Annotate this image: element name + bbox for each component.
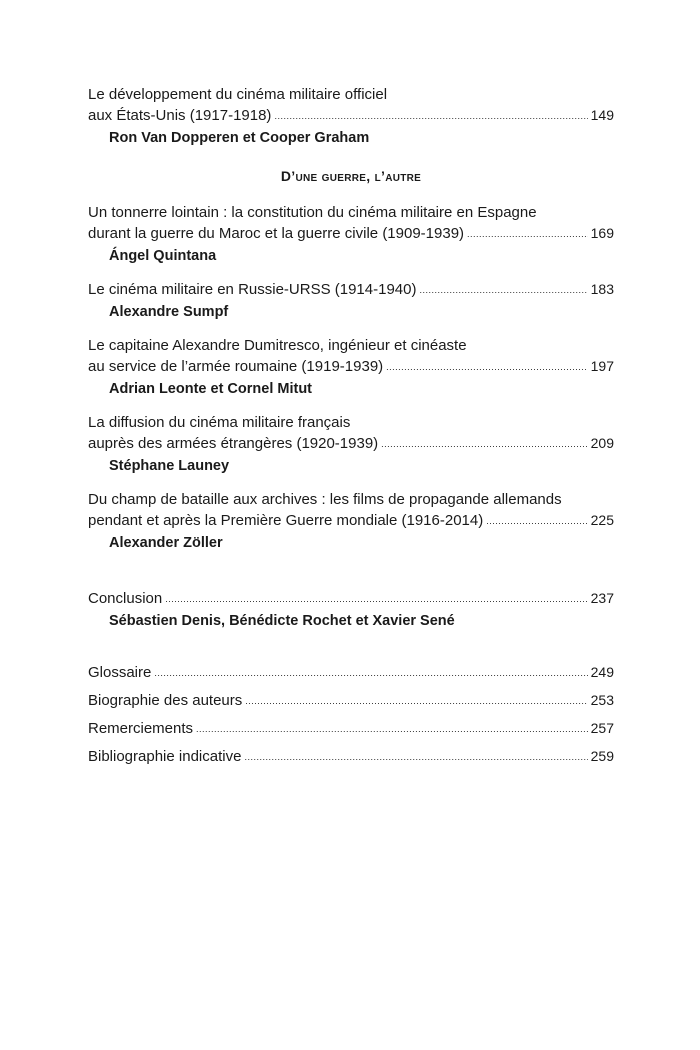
toc-entry-title: Un tonnerre lointain : la constitution du cinéma militaire en Espagne xyxy=(88,204,537,221)
page-number: 225 xyxy=(590,512,614,528)
dot-leader xyxy=(154,669,587,678)
toc-entry-title: Le capitaine Alexandre Dumitresco, ingénieur et cinéaste xyxy=(88,337,467,354)
toc-entry-title-line xyxy=(88,690,614,711)
toc-entry-title: Le cinéma militaire en Russie-URSS (1914-1940) xyxy=(88,281,417,298)
toc-entry-spain xyxy=(88,202,614,266)
toc-entry-title-line xyxy=(88,202,614,223)
dot-leader xyxy=(381,440,587,449)
toc-entry-russia xyxy=(88,279,614,322)
toc-entry-title: aux États-Unis (1917-1918) xyxy=(88,107,272,124)
spacer xyxy=(88,566,614,588)
toc-entry-author: Adrian Leonte et Cornel Mitut xyxy=(109,381,312,397)
toc-entry-biographie xyxy=(88,690,614,711)
toc-entry-title-line xyxy=(88,718,614,739)
page-number: 183 xyxy=(590,281,614,297)
toc-entry-title-line xyxy=(88,588,614,609)
toc-entry-author: Alexander Zöller xyxy=(109,535,223,551)
toc-entry-title: durant la guerre du Maroc et la guerre civile (1909-1939) xyxy=(88,225,465,242)
dot-leader xyxy=(274,112,587,121)
toc-entry-us xyxy=(88,84,614,148)
dot-leader xyxy=(467,230,588,239)
dot-leader xyxy=(165,595,587,604)
page-number: 209 xyxy=(590,435,614,451)
toc-entry-title-line xyxy=(88,223,614,244)
table-of-contents xyxy=(88,84,614,774)
toc-entry-title: auprès des armées étrangères (1920-1939) xyxy=(88,435,379,452)
toc-entry-title-line xyxy=(88,433,614,454)
toc-entry-title: Du champ de bataille aux archives : les films de propagande allemands xyxy=(88,491,562,508)
dot-leader xyxy=(419,286,587,295)
toc-entry-bibliographie xyxy=(88,746,614,767)
toc-entry-france xyxy=(88,412,614,476)
toc-entry-title: au service de l’armée roumaine (1919-1939) xyxy=(88,358,384,375)
toc-entry-title-line xyxy=(88,412,614,433)
toc-entry-title-line xyxy=(88,489,614,510)
toc-entry-title: La diffusion du cinéma militaire français xyxy=(88,414,351,431)
toc-entry-title-line xyxy=(88,662,614,683)
toc-entry-author: Ángel Quintana xyxy=(109,248,217,264)
toc-entry-remerciements xyxy=(88,718,614,739)
toc-entry-title-line xyxy=(88,746,614,767)
toc-entry-author: Ron Van Dopperen et Cooper Graham xyxy=(109,130,370,146)
page-number: 149 xyxy=(590,107,614,123)
dot-leader xyxy=(486,517,587,526)
page-number: 259 xyxy=(590,748,614,764)
toc-entry-conclusion xyxy=(88,588,614,631)
toc-entry-title-line xyxy=(88,105,614,126)
toc-entry-title: Glossaire xyxy=(88,664,152,681)
page-number: 169 xyxy=(590,225,614,241)
page-number: 253 xyxy=(590,692,614,708)
section-title: D’une guerre, l’autre xyxy=(280,168,422,184)
toc-entry-author: Alexandre Sumpf xyxy=(109,304,229,320)
toc-entry-title-line xyxy=(88,356,614,377)
toc-entry-title-line xyxy=(88,84,614,105)
toc-entry-author: Stéphane Launey xyxy=(109,458,230,474)
toc-entry-author: Sébastien Denis, Bénédicte Rochet et Xavier Sené xyxy=(109,613,455,629)
toc-entry-title-line xyxy=(88,335,614,356)
toc-entry-title-line xyxy=(88,510,614,531)
page-number: 197 xyxy=(590,358,614,374)
dot-leader xyxy=(196,725,588,734)
toc-entry-title: Biographie des auteurs xyxy=(88,692,243,709)
toc-entry-romania xyxy=(88,335,614,399)
toc-entry-title: Conclusion xyxy=(88,590,163,607)
dot-leader xyxy=(245,697,587,706)
toc-entry-title: Bibliographie indicative xyxy=(88,748,242,765)
toc-entry-glossaire xyxy=(88,662,614,683)
toc-entry-title-line xyxy=(88,279,614,300)
toc-entry-title: Remerciements xyxy=(88,720,194,737)
dot-leader xyxy=(244,753,587,762)
spacer xyxy=(88,644,614,662)
toc-entry-germany xyxy=(88,489,614,553)
dot-leader xyxy=(386,363,587,372)
toc-entry-title: Le développement du cinéma militaire officiel xyxy=(88,86,388,103)
page-number: 237 xyxy=(590,590,614,606)
page-number: 257 xyxy=(590,720,614,736)
page-number: 249 xyxy=(590,664,614,680)
toc-entry-title: pendant et après la Première Guerre mondiale (1916-2014) xyxy=(88,512,484,529)
